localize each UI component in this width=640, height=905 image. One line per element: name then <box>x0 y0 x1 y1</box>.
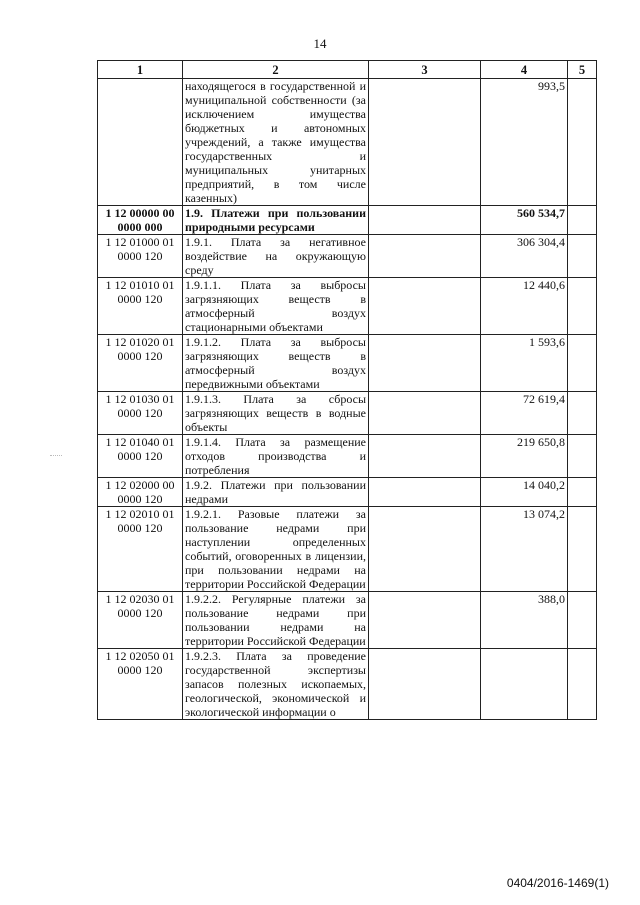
row-description: 1.9.2.1. Разовые платежи за пользование недрами при наступлении определенных событий, оговоренных в лицензии, при пользовании недрами на территории Российской Федерации <box>183 507 369 592</box>
row-description: 1.9.1.2. Плата за выбросы загрязняющих веществ в атмосферный воздух передвижными объектами <box>183 335 369 392</box>
column-5-cell <box>568 335 597 392</box>
column-5-cell <box>568 592 597 649</box>
column-5-cell <box>568 507 597 592</box>
column-3-cell <box>369 79 481 206</box>
column-header-5: 5 <box>568 61 597 79</box>
budget-code: 1 12 02000 00 0000 120 <box>98 478 183 507</box>
column-3-cell <box>369 206 481 235</box>
amount-cell: 219 650,8 <box>481 435 568 478</box>
amount-cell: 993,5 <box>481 79 568 206</box>
column-3-cell <box>369 335 481 392</box>
amount-cell: 388,0 <box>481 592 568 649</box>
column-5-cell <box>568 206 597 235</box>
amount-cell: 560 534,7 <box>481 206 568 235</box>
budget-code: 1 12 02010 01 0000 120 <box>98 507 183 592</box>
margin-mark <box>50 455 62 457</box>
column-header-1: 1 <box>98 61 183 79</box>
column-header-2: 2 <box>183 61 369 79</box>
column-3-cell <box>369 507 481 592</box>
header-row <box>98 61 597 79</box>
budget-code: 1 12 01010 01 0000 120 <box>98 278 183 335</box>
row-description: находящегося в государственной и муниципальной собственности (за исключением имущества бюджетных и автономных учреждений, а также имущества государственных и муниципальных унитарных предприятий, в том числе казенных) <box>183 79 369 206</box>
row-description: 1.9.1.4. Плата за размещение отходов производства и потребления <box>183 435 369 478</box>
amount-cell: 12 440,6 <box>481 278 568 335</box>
row-description: 1.9.2.2. Регулярные платежи за пользование недрами при пользовании недрами на территории Российской Федерации <box>183 592 369 649</box>
amount-cell: 72 619,4 <box>481 392 568 435</box>
budget-code: 1 12 02030 01 0000 120 <box>98 592 183 649</box>
amount-cell: 13 074,2 <box>481 507 568 592</box>
budget-code: 1 12 01030 01 0000 120 <box>98 392 183 435</box>
table-row <box>98 507 597 592</box>
budget-table <box>97 60 597 720</box>
column-3-cell <box>369 478 481 507</box>
row-description: 1.9.1.1. Плата за выбросы загрязняющих веществ в атмосферный воздух стационарными объектами <box>183 278 369 335</box>
column-5-cell <box>568 79 597 206</box>
column-5-cell <box>568 435 597 478</box>
column-header-4: 4 <box>481 61 568 79</box>
column-header-3: 3 <box>369 61 481 79</box>
table-row <box>98 478 597 507</box>
table-row <box>98 278 597 335</box>
row-description: 1.9.1.3. Плата за сбросы загрязняющих веществ в водные объекты <box>183 392 369 435</box>
table-row <box>98 335 597 392</box>
row-description: 1.9.2. Платежи при пользовании недрами <box>183 478 369 507</box>
column-3-cell <box>369 235 481 278</box>
amount-cell <box>481 649 568 720</box>
column-3-cell <box>369 435 481 478</box>
column-3-cell <box>369 649 481 720</box>
budget-code: 1 12 00000 00 0000 000 <box>98 206 183 235</box>
table-row <box>98 435 597 478</box>
row-description: 1.9.2.3. Плата за проведение государственной экспертизы запасов полезных ископаемых, геологической, экономической и экологической информации о <box>183 649 369 720</box>
column-3-cell <box>369 592 481 649</box>
row-description: 1.9.1. Плата за негативное воздействие на окружающую среду <box>183 235 369 278</box>
column-5-cell <box>568 278 597 335</box>
column-5-cell <box>568 392 597 435</box>
column-3-cell <box>369 392 481 435</box>
table-row <box>98 592 597 649</box>
amount-cell: 14 040,2 <box>481 478 568 507</box>
amount-cell: 1 593,6 <box>481 335 568 392</box>
document-number: 0404/2016-1469(1) <box>506 876 609 890</box>
column-3-cell <box>369 278 481 335</box>
row-description: 1.9. Платежи при пользовании природными ресурсами <box>183 206 369 235</box>
budget-code <box>98 79 183 206</box>
column-5-cell <box>568 235 597 278</box>
table-row <box>98 649 597 720</box>
budget-code: 1 12 02050 01 0000 120 <box>98 649 183 720</box>
column-5-cell <box>568 478 597 507</box>
amount-cell: 306 304,4 <box>481 235 568 278</box>
table-row <box>98 235 597 278</box>
table-row-section <box>98 206 597 235</box>
budget-code: 1 12 01000 01 0000 120 <box>98 235 183 278</box>
table-row <box>98 392 597 435</box>
table-row <box>98 79 597 206</box>
budget-code: 1 12 01020 01 0000 120 <box>98 335 183 392</box>
page-number: 14 <box>313 36 327 51</box>
budget-code: 1 12 01040 01 0000 120 <box>98 435 183 478</box>
column-5-cell <box>568 649 597 720</box>
